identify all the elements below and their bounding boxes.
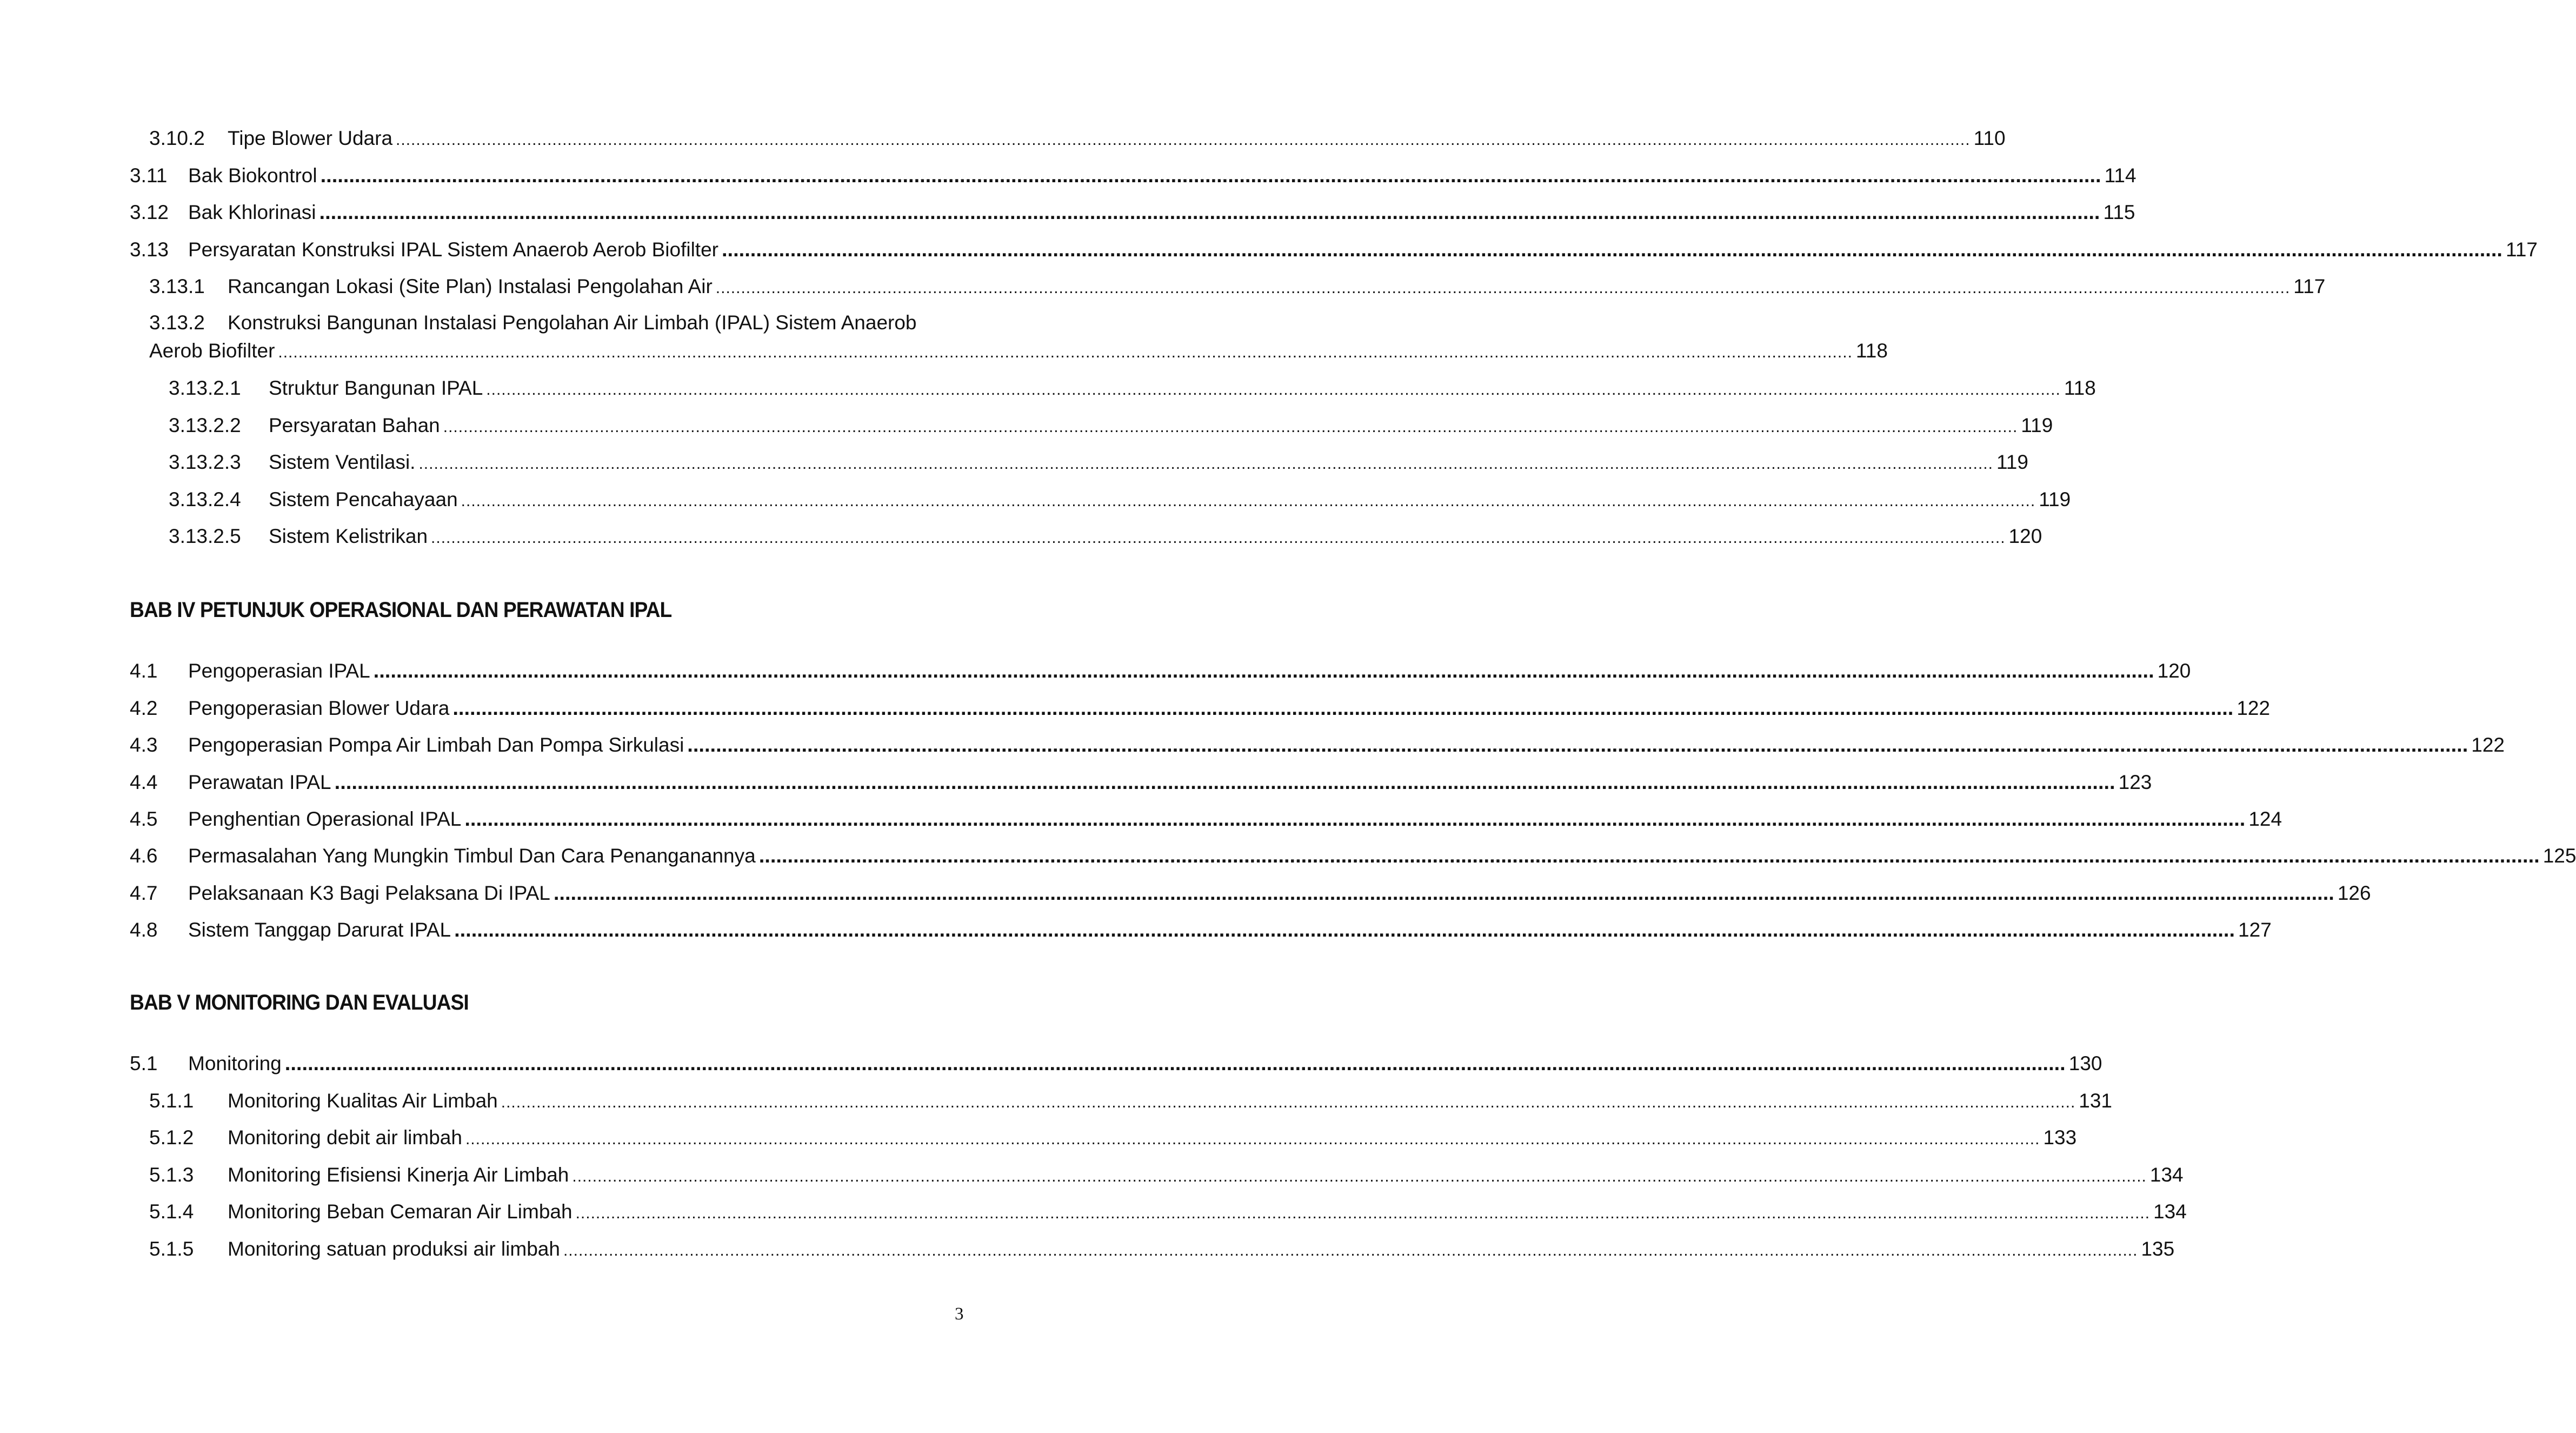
toc-title: Persyaratan Bahan bbox=[269, 414, 440, 436]
dot-leader bbox=[722, 236, 2502, 263]
toc-page-number: 126 bbox=[2337, 882, 2371, 904]
dot-leader bbox=[452, 695, 2233, 722]
toc-title: Permasalahan Yang Mungkin Timbul Dan Cara Penanganannya bbox=[188, 845, 756, 867]
toc-number: 5.1.4 bbox=[149, 1200, 194, 1223]
toc-title: Sistem Pencahayaan bbox=[269, 488, 458, 510]
toc-number: 3.13.2.5 bbox=[169, 525, 241, 547]
toc-entry[interactable] bbox=[130, 658, 2191, 685]
toc-page-number: 122 bbox=[2471, 734, 2505, 756]
toc-number: 3.10.2 bbox=[149, 127, 205, 149]
toc-entry[interactable] bbox=[149, 1198, 2187, 1225]
toc-number: 3.13.1 bbox=[149, 275, 205, 297]
dot-leader bbox=[461, 488, 2036, 515]
toc-title: Pelaksanaan K3 Bagi Pelaksana Di IPAL bbox=[188, 882, 550, 904]
toc-entry[interactable] bbox=[149, 1087, 2113, 1114]
toc-number: 4.4 bbox=[130, 771, 158, 793]
dot-leader bbox=[716, 275, 2291, 302]
toc-page-number: 120 bbox=[2157, 660, 2191, 682]
toc-title: Perawatan IPAL bbox=[188, 771, 331, 793]
toc-title: Pengoperasian IPAL bbox=[188, 660, 370, 682]
toc-number: 4.3 bbox=[130, 734, 158, 756]
toc-number: 3.13.2.2 bbox=[169, 414, 241, 436]
toc-number: 4.2 bbox=[130, 697, 158, 719]
toc-title-line1: Konstruksi Bangunan Instalasi Pengolahan Air Limbah (IPAL) Sistem Anaerob bbox=[228, 311, 917, 334]
dot-leader bbox=[759, 842, 2540, 870]
toc-entry[interactable] bbox=[169, 412, 2053, 439]
dot-leader bbox=[465, 1126, 2040, 1153]
toc-entry[interactable] bbox=[130, 1050, 2102, 1077]
toc-entry[interactable] bbox=[149, 1236, 2175, 1263]
toc-title-line2: Aerob Biofilter bbox=[149, 340, 275, 362]
toc-entry-wrapped[interactable] bbox=[149, 309, 969, 336]
dot-leader bbox=[563, 1237, 2138, 1264]
toc-title: Monitoring Beban Cemaran Air Limbah bbox=[228, 1200, 573, 1223]
toc-entry[interactable] bbox=[149, 125, 2006, 152]
dot-leader bbox=[335, 769, 2115, 796]
toc-title: Sistem Ventilasi. bbox=[269, 451, 416, 473]
toc-number: 4.1 bbox=[130, 660, 158, 682]
toc-number: 5.1.3 bbox=[149, 1164, 194, 1186]
toc-page-number: 131 bbox=[2079, 1090, 2113, 1112]
toc-number: 3.13.2 bbox=[149, 311, 205, 334]
toc-title: Monitoring bbox=[188, 1052, 282, 1074]
toc-title: Sistem Tanggap Darurat IPAL bbox=[188, 919, 451, 941]
toc-number: 4.6 bbox=[130, 845, 158, 867]
toc-entry[interactable] bbox=[169, 375, 2096, 402]
toc-title: Pengoperasian Pompa Air Limbah Dan Pompa Sirkulasi bbox=[188, 734, 684, 756]
toc-entry[interactable] bbox=[130, 199, 2135, 226]
dot-leader bbox=[464, 806, 2245, 833]
dot-leader bbox=[501, 1089, 2076, 1116]
dot-leader bbox=[321, 162, 2101, 189]
toc-entry[interactable] bbox=[130, 806, 2282, 833]
toc-number: 4.5 bbox=[130, 808, 158, 830]
toc-page-number: 117 bbox=[2505, 238, 2538, 261]
toc-page-number: 120 bbox=[2008, 525, 2042, 547]
toc-title: Monitoring satuan produksi air limbah bbox=[228, 1238, 560, 1260]
toc-entry[interactable] bbox=[169, 449, 2028, 476]
toc-number: 3.13.2.1 bbox=[169, 377, 241, 399]
dot-leader bbox=[554, 880, 2334, 907]
toc-entry[interactable] bbox=[130, 732, 2505, 759]
toc-page-number: 114 bbox=[2104, 164, 2136, 187]
toc-title: Struktur Bangunan IPAL bbox=[269, 377, 483, 399]
toc-title: Pengoperasian Blower Udara bbox=[188, 697, 450, 719]
toc-page-number: 118 bbox=[2064, 377, 2096, 399]
toc-page-number: 125 bbox=[2542, 845, 2576, 867]
dot-leader bbox=[454, 917, 2235, 944]
toc-page-number: 127 bbox=[2238, 919, 2272, 941]
toc-title: Rancangan Lokasi (Site Plan) Instalasi Pengolahan Air bbox=[228, 275, 713, 297]
toc-page-number: 118 bbox=[1855, 340, 1888, 362]
toc-number: 3.13 bbox=[130, 238, 169, 261]
dot-leader bbox=[374, 658, 2154, 685]
toc-entry[interactable] bbox=[149, 1124, 2077, 1151]
toc-title: Tipe Blower Udara bbox=[228, 127, 393, 149]
dot-leader bbox=[431, 525, 2006, 552]
toc-entry[interactable] bbox=[130, 236, 2538, 263]
toc-title: Monitoring debit air limbah bbox=[228, 1126, 462, 1149]
dot-leader bbox=[486, 376, 2061, 403]
dot-leader bbox=[418, 450, 1993, 477]
footer-page-number: 3 bbox=[955, 1304, 964, 1324]
toc-number: 4.8 bbox=[130, 919, 158, 941]
toc-number: 5.1.1 bbox=[149, 1090, 194, 1112]
toc-page-number: 117 bbox=[2293, 275, 2326, 297]
toc-title: Monitoring Efisiensi Kinerja Air Limbah bbox=[228, 1164, 569, 1186]
toc-page-number: 122 bbox=[2236, 697, 2271, 719]
toc-entry[interactable] bbox=[149, 1162, 2184, 1189]
toc-number: 5.1 bbox=[130, 1052, 158, 1074]
toc-entry[interactable] bbox=[130, 880, 2371, 907]
toc-entry[interactable] bbox=[130, 695, 2271, 722]
toc-number: 3.13.2.3 bbox=[169, 451, 241, 473]
dot-leader bbox=[687, 732, 2468, 759]
toc-page-number: 134 bbox=[2153, 1200, 2187, 1223]
toc-page-number: 135 bbox=[2141, 1238, 2175, 1260]
toc-title: Bak Biokontrol bbox=[188, 164, 317, 187]
toc-page-number: 119 bbox=[2021, 414, 2053, 436]
toc-title: Persyaratan Konstruksi IPAL Sistem Anaerob Aerob Biofilter bbox=[188, 238, 718, 261]
toc-page-number: 133 bbox=[2043, 1126, 2077, 1149]
toc-number: 5.1.2 bbox=[149, 1126, 194, 1149]
toc-entry[interactable] bbox=[130, 769, 2152, 796]
toc-page-number: 130 bbox=[2068, 1052, 2102, 1074]
toc-entry[interactable] bbox=[130, 162, 2136, 189]
chapter-heading[interactable]: BAB V MONITORING DAN EVALUASI bbox=[130, 991, 469, 1014]
toc-entry[interactable] bbox=[169, 523, 2042, 550]
dot-leader bbox=[576, 1200, 2151, 1227]
toc-entry[interactable] bbox=[169, 486, 2071, 513]
toc-page-number: 134 bbox=[2149, 1164, 2184, 1186]
dot-leader bbox=[572, 1163, 2147, 1190]
dot-leader bbox=[443, 414, 2018, 441]
toc-number: 3.13.2.4 bbox=[169, 488, 241, 510]
toc-entry-wrapped-line2[interactable] bbox=[149, 337, 1888, 364]
toc-page-number: 110 bbox=[1973, 127, 2006, 149]
toc-page-number: 115 bbox=[2103, 201, 2135, 223]
toc-title: Bak Khlorinasi bbox=[188, 201, 316, 223]
dot-leader bbox=[319, 199, 2100, 226]
toc-page-number: 119 bbox=[1996, 451, 2028, 473]
chapter-heading[interactable]: BAB IV PETUNJUK OPERASIONAL DAN PERAWATAN IPAL bbox=[130, 598, 672, 622]
toc-number: 3.11 bbox=[130, 164, 168, 187]
toc-title: Penghentian Operasional IPAL bbox=[188, 808, 462, 830]
toc-entry[interactable] bbox=[130, 917, 2272, 944]
toc-title: Sistem Kelistrikan bbox=[269, 525, 428, 547]
toc-page-number: 123 bbox=[2118, 771, 2152, 793]
dot-leader bbox=[396, 127, 1971, 154]
dot-leader bbox=[278, 339, 1853, 366]
toc-page-number: 119 bbox=[2039, 488, 2071, 510]
toc-title: Monitoring Kualitas Air Limbah bbox=[228, 1090, 498, 1112]
toc-entry[interactable] bbox=[149, 273, 2326, 300]
toc-page-number: 124 bbox=[2248, 808, 2282, 830]
toc-number: 4.7 bbox=[130, 882, 158, 904]
toc-number: 3.12 bbox=[130, 201, 169, 223]
toc-entry[interactable] bbox=[130, 842, 2576, 870]
toc-number: 5.1.5 bbox=[149, 1238, 194, 1260]
dot-leader bbox=[285, 1050, 2066, 1077]
